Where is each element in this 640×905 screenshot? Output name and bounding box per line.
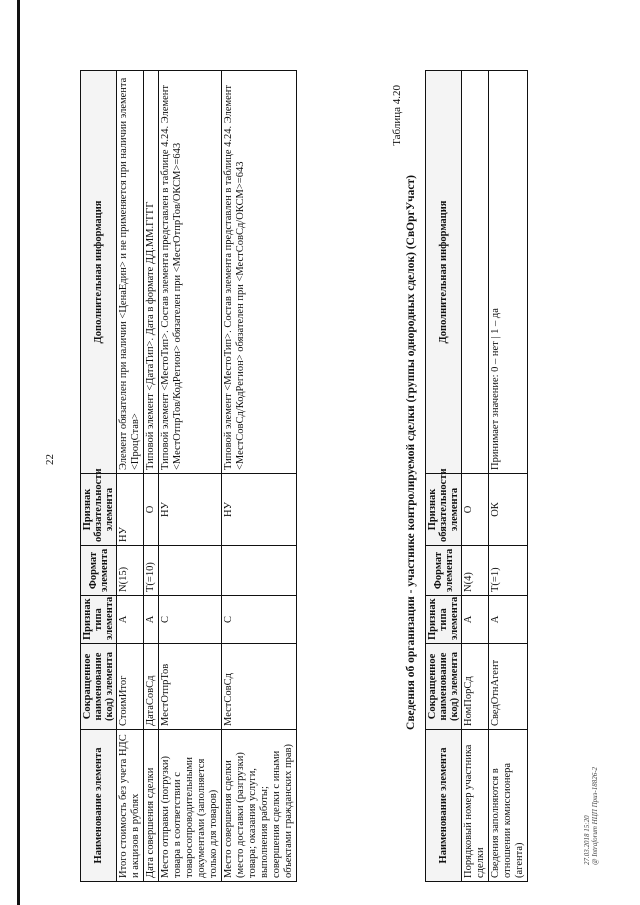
- cell-code: МестОтпрТов: [159, 644, 222, 730]
- cell-type: А: [489, 596, 528, 644]
- cell-name: Место отправки (погрузки) товара в соответствии с товаросопроводительными документами (заполняется только для товаров): [159, 730, 222, 882]
- cell-code: ДатаСовСд: [144, 644, 159, 730]
- cell-format: [159, 546, 222, 596]
- cell-type: А: [144, 596, 159, 644]
- header-element-code: Сокращенное наименование (код) элемента: [426, 644, 462, 730]
- cell-format: N(4): [462, 546, 489, 596]
- cell-name: Порядковый номер участника сделки: [462, 730, 489, 882]
- cell-required: О: [462, 474, 489, 546]
- cell-required: НУ: [222, 474, 297, 546]
- header-element-info: Дополнительная информация: [81, 71, 117, 474]
- table-caption: Таблица 4.20: [391, 85, 403, 146]
- header-element-required: Признак обязательности элемента: [426, 474, 462, 546]
- stamp-line-ref: @ Intraforum НЦП Приз-18826-2: [591, 766, 599, 865]
- header-element-required: Признак обязательности элемента: [81, 474, 117, 546]
- table-row: [222, 71, 297, 882]
- cell-info: Типовой элемент <ДатаТип>. Дата в формате ДД.ММ.ГГГГ: [144, 71, 159, 474]
- cell-format: N(15): [117, 546, 144, 596]
- cell-required: ОК: [489, 474, 528, 546]
- elements-table: [80, 70, 297, 882]
- header-element-format: Формат элемента: [81, 546, 117, 596]
- table-row: [489, 71, 528, 882]
- cell-name: Место совершения сделки (место доставки (разгрузки) товара; оказания услуги, выполнения работы; совершения сделки с иными объектами гражданских прав): [222, 730, 297, 882]
- cell-format: T(=1): [489, 546, 528, 596]
- cell-type: С: [159, 596, 222, 644]
- page-number: 22: [44, 454, 56, 465]
- participant-table: [425, 70, 528, 882]
- cell-info: Принимает значение: 0 – нет | 1 – да: [489, 71, 528, 474]
- cell-required: НУ: [159, 474, 222, 546]
- cell-code: СтоимИтог: [117, 644, 144, 730]
- cell-info: Типовой элемент <МестоТип>. Состав элемента представлен в таблице 4.24. Элемент <МестСовСд/КодРегион> обязателен при <МестСовСд/ОКСМ>=643: [222, 71, 297, 474]
- table-row: [159, 71, 222, 882]
- table-header-row: [81, 71, 117, 882]
- cell-code: МестСовСд: [222, 644, 297, 730]
- cell-info: Элемент обязателен при наличии <ЦенаЕдин> и не применяется при наличии элемента <ПроцСтав>: [117, 71, 144, 474]
- header-element-name: Наименование элемента: [426, 730, 462, 882]
- cell-type: С: [222, 596, 297, 644]
- table-title: Сведения об организации - участнике контролируемой сделки (группы однородных сделок) (СвОргУчаст): [405, 175, 417, 730]
- stamp-line-date: 27.03.2018 15:20: [583, 815, 591, 865]
- header-element-info: Дополнительная информация: [426, 71, 462, 474]
- cell-info: [462, 71, 489, 474]
- table-row: [117, 71, 144, 882]
- table-row: [462, 71, 489, 882]
- header-element-format: Формат элемента: [426, 546, 462, 596]
- header-element-type: Признак типа элемента: [81, 596, 117, 644]
- cell-type: А: [462, 596, 489, 644]
- cell-format: [222, 546, 297, 596]
- cell-name: Итого стоимость без учета НДС и акцизов в рублях: [117, 730, 144, 882]
- table-row: [144, 71, 159, 882]
- cell-name: Сведения заполняются в отношении комиссионера (агента): [489, 730, 528, 882]
- cell-format: T(=10): [144, 546, 159, 596]
- cell-required: НУ: [117, 474, 144, 546]
- header-element-code: Сокращенное наименование (код) элемента: [81, 644, 117, 730]
- header-element-name: Наименование элемента: [81, 730, 117, 882]
- cell-code: СведОтнАгент: [489, 644, 528, 730]
- timestamp-stamp: [583, 767, 599, 865]
- cell-code: НомПорСд: [462, 644, 489, 730]
- header-element-type: Признак типа элемента: [426, 596, 462, 644]
- cell-info: Типовой элемент <МестоТип>. Состав элемента представлен в таблице 4.24. Элемент <МестОтпрТов/КодРегион> обязателен при <МестОтпрТов/ОКСМ>=643: [159, 71, 222, 474]
- table-header-row: [426, 71, 462, 882]
- cell-required: О: [144, 474, 159, 546]
- cell-type: А: [117, 596, 144, 644]
- cell-name: Дата совершения сделки: [144, 730, 159, 882]
